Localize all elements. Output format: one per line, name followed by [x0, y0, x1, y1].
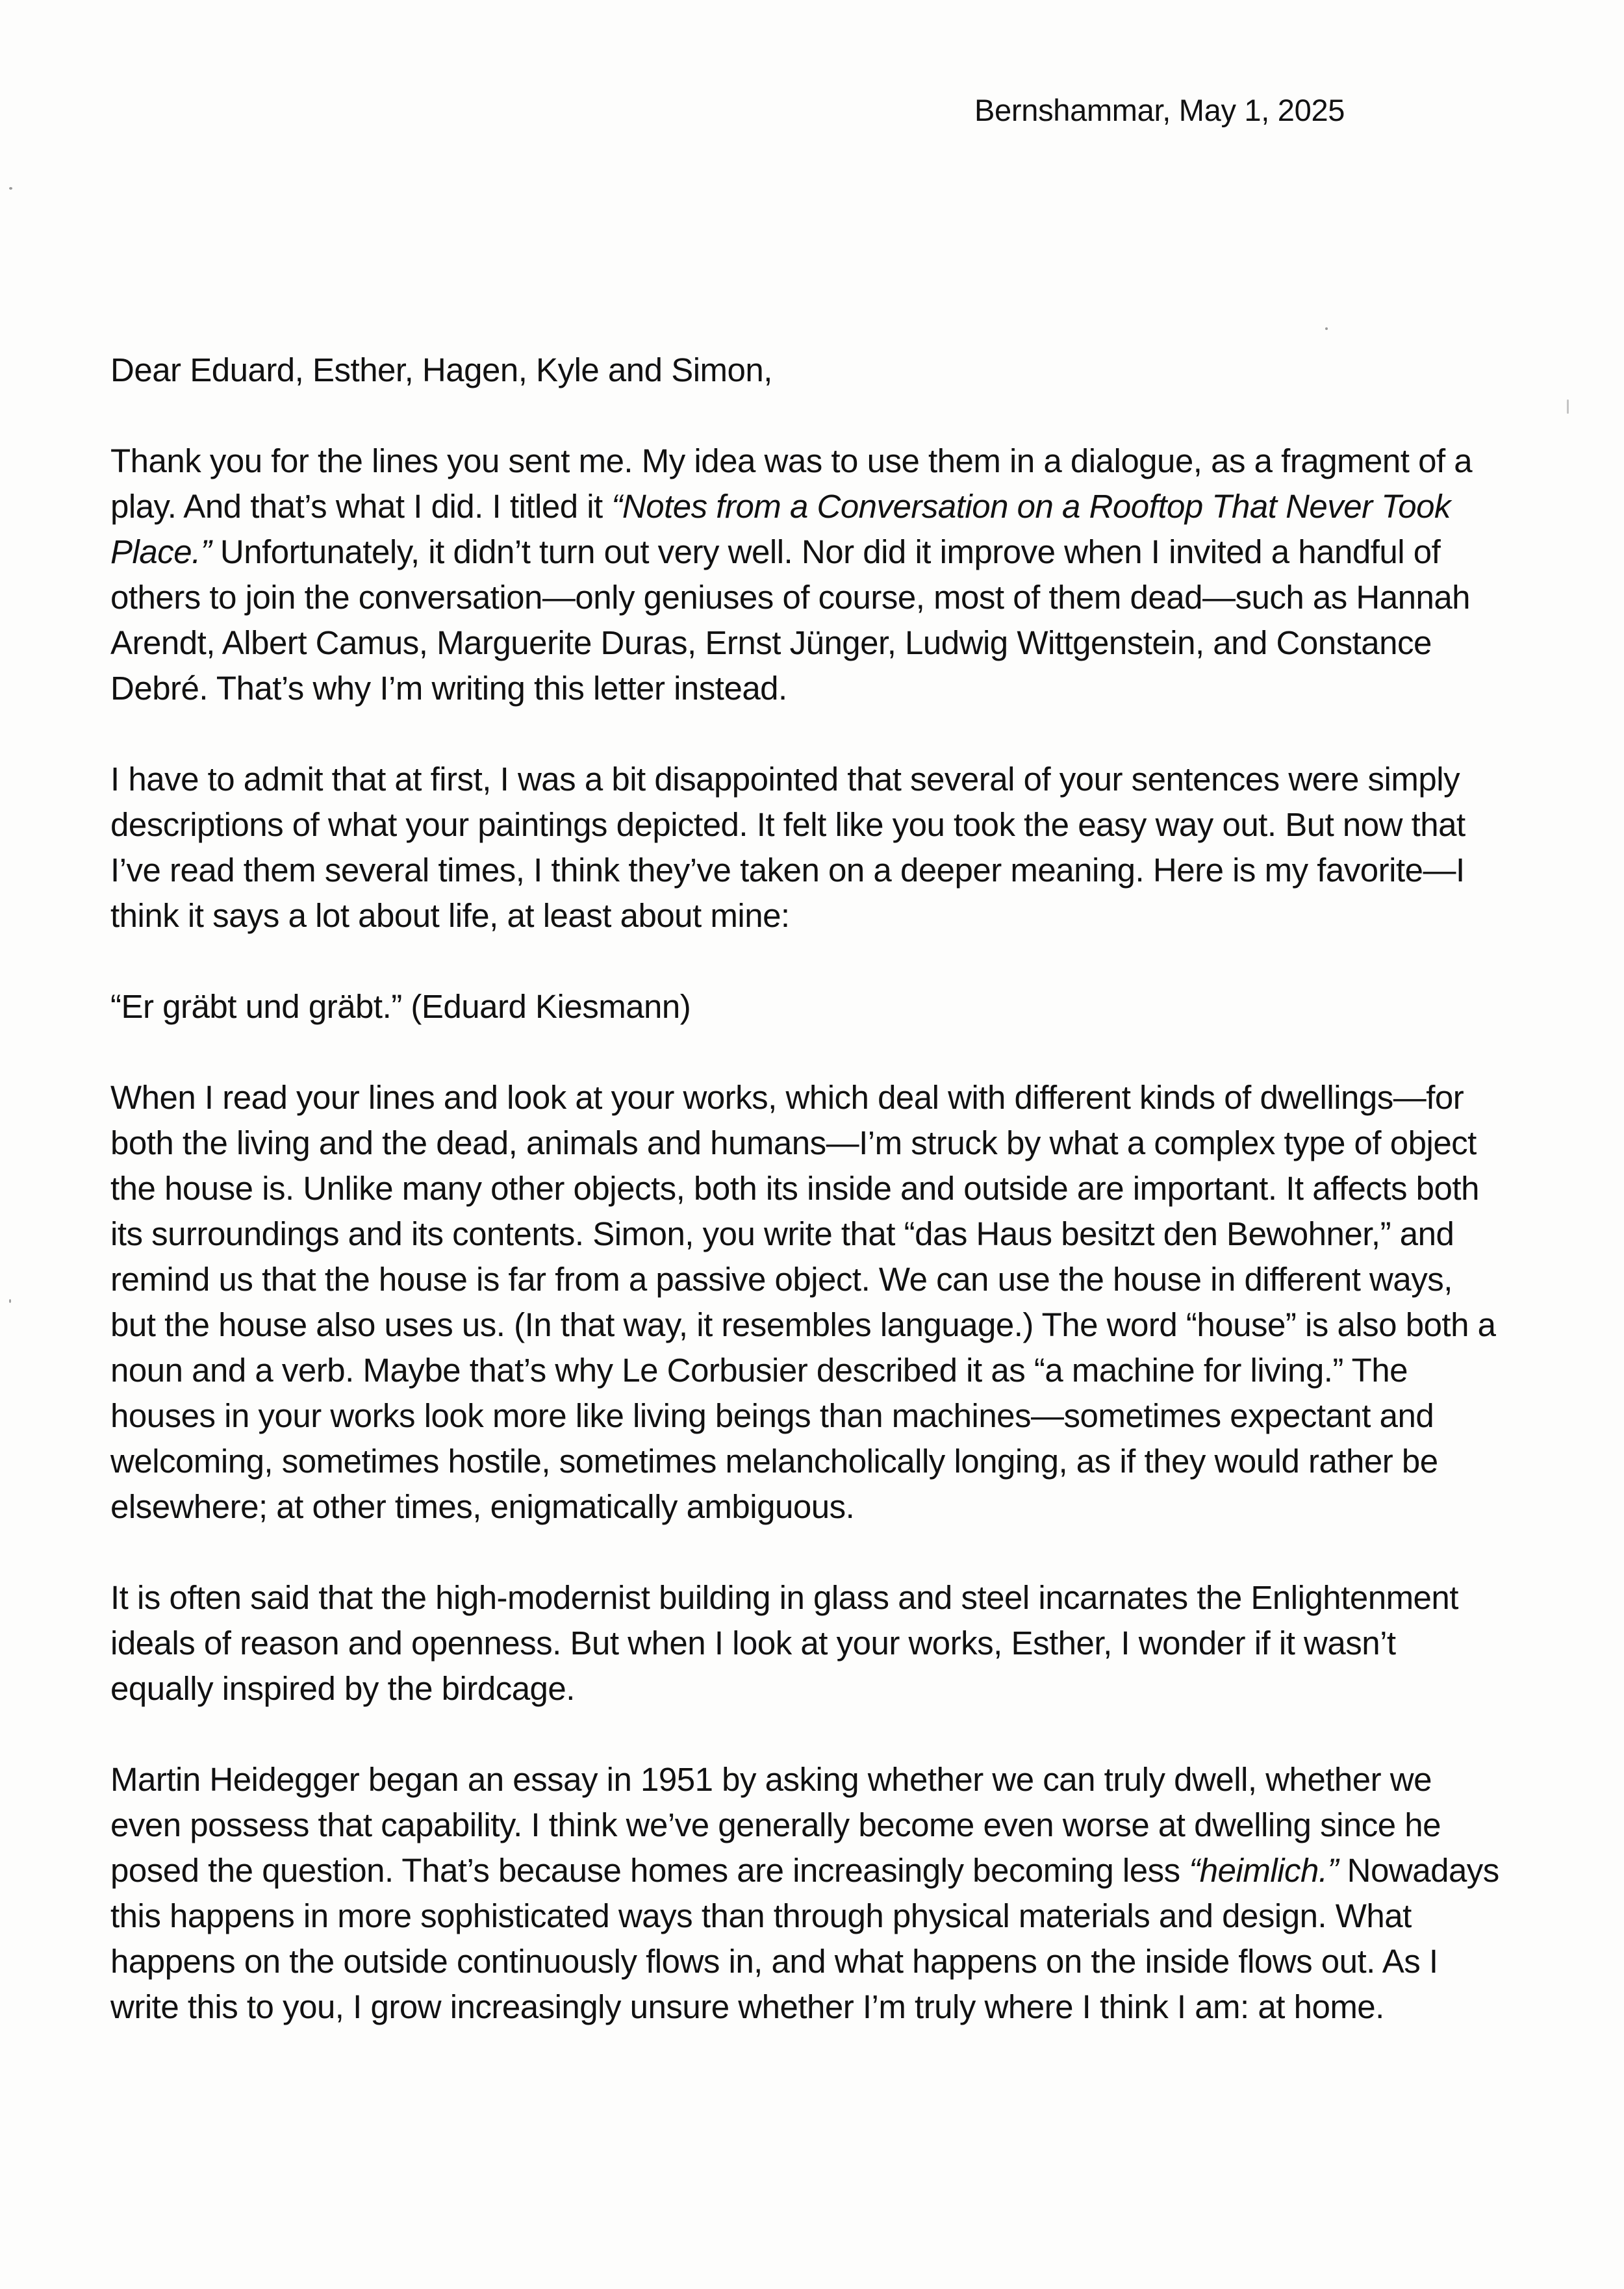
- salutation: Dear Eduard, Esther, Hagen, Kyle and Simon,: [110, 351, 772, 388]
- paragraph-4: It is often said that the high-modernist building in glass and steel incarnates the Enlightenment ideals of reason and openness. But when I look at your works, Esther, I wonder if it wasn’t equally inspired by the birdcage.: [110, 1579, 1458, 1707]
- favorite-quote: “Er gräbt und gräbt.” (Eduard Kiesmann): [110, 988, 691, 1025]
- letter-body: [110, 348, 1501, 2075]
- scan-speck: [1325, 327, 1328, 330]
- play-title: “Notes from a Conversation on a Rooftop That Never Took Place.”: [110, 488, 1451, 570]
- paragraph-5-text-b: Nowadays this happens in more sophisticated ways than through physical materials and design. What happens on the outside continuously flows in, and what happens on the inside flows out. As I write this to you, I grow increasingly unsure whether I’m truly where I think I am: at home.: [110, 1852, 1499, 2025]
- paragraph-1: [110, 438, 1501, 711]
- dateline: Bernshammar, May 1, 2025: [974, 93, 1345, 127]
- paragraph-3: When I read your lines and look at your works, which deal with different kinds of dwellings—for both the living and the dead, animals and humans—I’m struck by what a complex type of object the house is. Unlike many other objects, both its inside and outside are important. It affects both its surroundings and its contents. Simon, you write that “das Haus besitzt den Bewohner,” and remind us that the house is far from a passive object. We can use the house in different ways, but the house also uses us. (In that way, it resembles language.) The word “house” is also both a noun and a verb. Maybe that’s why Le Corbusier described it as “a machine for living.” The houses in your works look more like living beings than machines—sometimes expectant and welcoming, sometimes hostile, sometimes melancholically longing, as if they would rather be elsewhere; at other times, enigmatically ambiguous.: [110, 1079, 1496, 1525]
- paragraph-1-text-b: Unfortunately, it didn’t turn out very well. Nor did it improve when I invited a handful of others to join the conversation—only geniuses of course, most of them dead—such as Hannah Arendt, Albert Camus, Marguerite Duras, Ernst Jünger, Ludwig Wittgenstein, and Constance Debré. That’s why I’m writing this letter instead.: [110, 533, 1471, 707]
- scan-speck: [9, 187, 12, 190]
- scan-speck: [1567, 399, 1569, 414]
- paragraph-2: I have to admit that at first, I was a bit disappointed that several of your sentences were simply descriptions of what your paintings depicted. It felt like you took the easy way out. But now that I’ve read them several times, I think they’ve taken on a deeper meaning. Here is my favorite—I think it says a lot about life, at least about mine:: [110, 761, 1465, 934]
- heimlich-word: “heimlich.”: [1189, 1852, 1339, 1889]
- paragraph-5-text-a: Martin Heidegger began an essay in 1951 by asking whether we can truly dwell, whether we even possess that capability. I think we’ve generally become even worse at dwelling since he posed the question. That’s because homes are increasingly becoming less: [110, 1761, 1441, 1889]
- scan-speck: [9, 1299, 11, 1303]
- paragraph-1-text-a: Thank you for the lines you sent me. My idea was to use them in a dialogue, as a fragment of a play. And that’s what I did. I titled it: [110, 442, 1473, 525]
- paragraph-5: [110, 1757, 1501, 2030]
